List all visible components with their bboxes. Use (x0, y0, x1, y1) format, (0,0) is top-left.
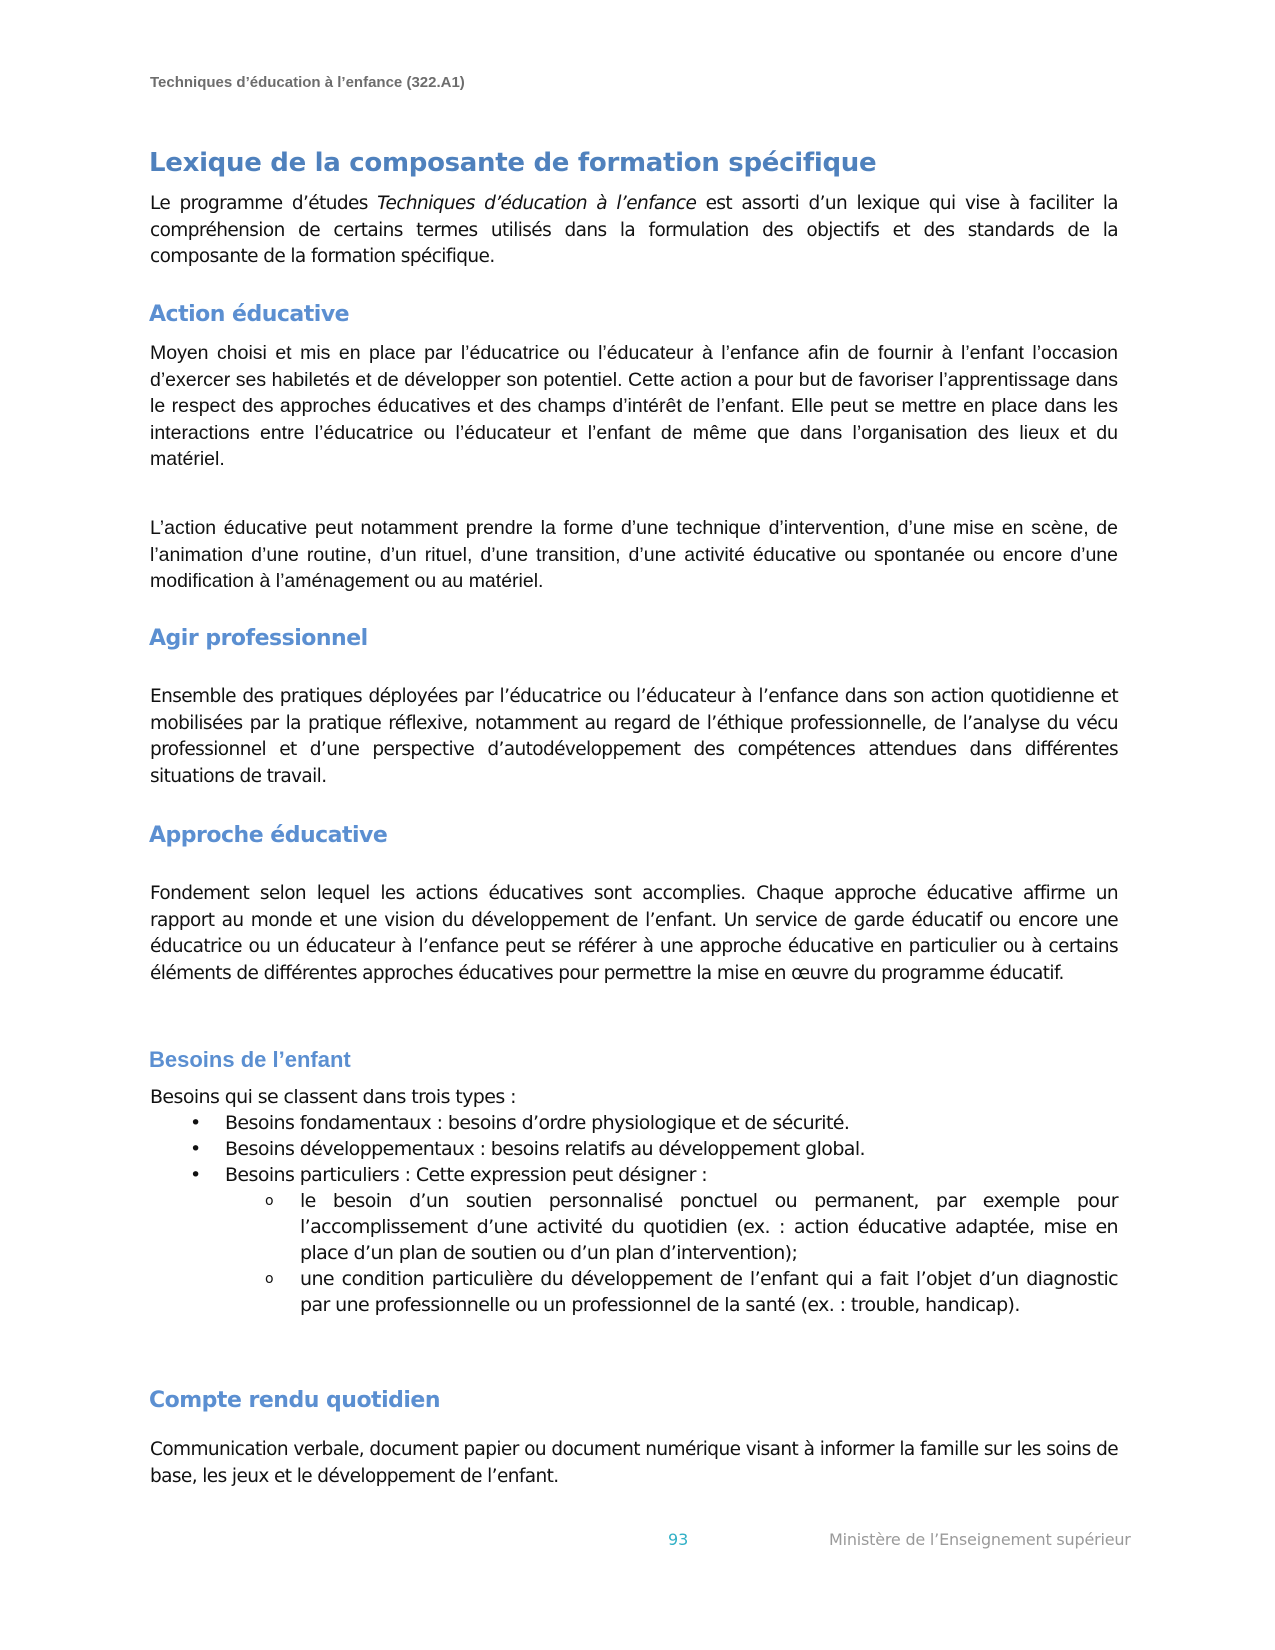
besoins-list (150, 1110, 1118, 1318)
footer-ministry: Ministère de l’Enseignement supérieur (829, 1530, 1131, 1549)
agir-professionnel-paragraph: Ensemble des pratiques déployées par l’éducatrice ou l’éducateur à l’enfance dans son action quotidienne et mobilisées par la pratique réflexive, notamment au regard de l’éthique professionnelle, de l’analyse du vécu professionnel et d’une perspective d’autodéveloppement des compétences attendues dans différentes situations de travail. (150, 686, 1118, 787)
heading-action-educative: Action éducative (149, 302, 350, 327)
heading-compte-rendu: Compte rendu quotidien (149, 1388, 440, 1413)
page-number: 93 (668, 1530, 689, 1549)
list-item-text: Besoins particuliers : Cette expression peut désigner : (225, 1164, 708, 1186)
besoins-intro: Besoins qui se classent dans trois types : (150, 1086, 516, 1108)
sub-list-item-text: le besoin d’un soutien personnalisé ponctuel ou permanent, par exemple pour l’accomplissement d’une activité du quotidien (ex. : action éducative adaptée, mise en place d’un plan de soutien ou d’un plan d’intervention); (300, 1190, 1118, 1264)
action-educative-paragraph-2: L’action éducative peut notamment prendre la forme d’une technique d’intervention, d’une mise en scène, de l’animation d’une routine, d’un rituel, d’une transition, d’une activité éducative ou spontanée ou encore d’une modification à l’aménagement ou au matériel. (150, 517, 1118, 592)
compte-rendu-paragraph: Communication verbale, document papier ou document numérique visant à informer la famille sur les soins de base, les jeux et le développement de l’enfant. (150, 1439, 1118, 1487)
intro-paragraph (150, 191, 1118, 271)
program-name-italic: Techniques d’éducation à l’enfance (377, 193, 697, 214)
besoins-enfant-block (150, 1084, 1118, 1318)
bullet-icon: • (190, 1112, 201, 1134)
heading-agir-professionnel: Agir professionnel (149, 626, 368, 651)
action-educative-paragraph-1: Moyen choisi et mis en place par l’éducatrice ou l’éducateur à l’enfance afin de fournir à l’enfant l’occasion d’exercer ses habiletés et de développer son potentiel. Cette action a pour but de favoriser l’apprentissage dans le respect des approches éducatives et des champs d’intérêt de l’enfant. Elle peut se mettre en place dans les interactions entre l’éducatrice ou l’éducateur et l’enfant de même que dans l’organisation des lieux et du matériel. (150, 342, 1118, 470)
heading-approche-educative: Approche éducative (149, 823, 388, 848)
page-title: Lexique de la composante de formation spécifique (149, 148, 877, 178)
sub-list-item (150, 1266, 1118, 1318)
intro-text-end: est assorti d’un lexique qui vise à faciliter la compréhension de certains termes utilisés dans la formulation des objectifs et des standards de la composante de la formation spécifique. (150, 193, 1118, 267)
list-item (150, 1162, 1118, 1318)
running-header: Techniques d’éducation à l’enfance (322.A1) (150, 74, 465, 91)
list-item-text: Besoins développementaux : besoins relatifs au développement global. (225, 1138, 865, 1160)
intro-text-start: Le programme d’études (150, 193, 378, 214)
circle-bullet-icon: o (265, 1271, 273, 1287)
list-item (150, 1110, 1118, 1136)
sub-list-item-text: une condition particulière du développement de l’enfant qui a fait l’objet d’un diagnostic par une professionnelle ou un professionnel de la santé (ex. : trouble, handicap). (300, 1268, 1118, 1316)
besoins-particuliers-sublist (150, 1188, 1118, 1318)
heading-besoins-enfant: Besoins de l’enfant (149, 1047, 351, 1072)
approche-educative-paragraph: Fondement selon lequel les actions éducatives sont accomplies. Chaque approche éducative affirme un rapport au monde et une vision du développement de l’enfant. Un service de garde éducatif ou encore une éducatrice ou un éducateur à l’enfance peut se référer à une approche éducative en particulier ou à certains éléments de différentes approches éducatives pour permettre la mise en œuvre du programme éducatif. (150, 883, 1118, 984)
list-item-text: Besoins fondamentaux : besoins d’ordre physiologique et de sécurité. (225, 1112, 850, 1134)
circle-bullet-icon: o (265, 1193, 273, 1209)
bullet-icon: • (190, 1164, 201, 1186)
bullet-icon: • (190, 1138, 201, 1160)
list-item (150, 1136, 1118, 1162)
sub-list-item (150, 1188, 1118, 1266)
